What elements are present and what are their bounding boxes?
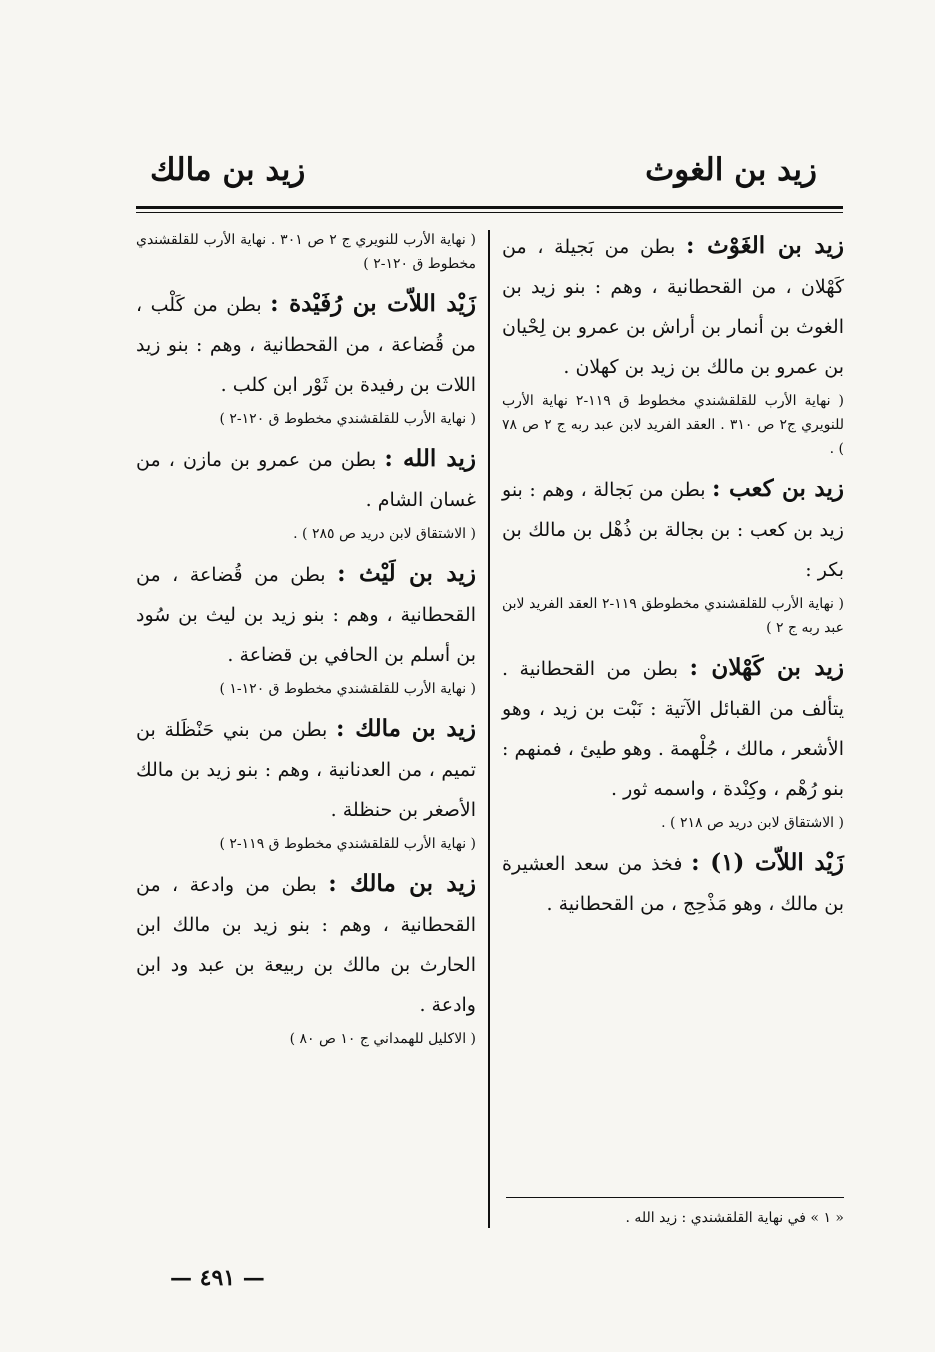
entry-heading: زيد بن مالك :: [336, 715, 476, 742]
entry-reference: ( نهاية الأرب للقلقشندي مخطوطق ١١٩-٢ العقد الفريد لابن عبد ربه ج ٢ ): [502, 596, 845, 636]
entry-heading: زيد بن مالك :: [328, 870, 476, 897]
header-rule-thin: [136, 212, 843, 213]
entry-text: بطن من بَجيلة ، من كَهْلان ، من القحطانية ، وهم : بنو زيد بن الغوث بن أنمار بن أراش بن عمرو بن لِحْيان بن عمرو بن مالك بن زيد بن كهلان .: [502, 236, 844, 378]
entry-heading: زَيْد اللاّت بن رُفَيْدة :: [270, 290, 476, 317]
entry-text: بطن من عمرو بن مازن ، من غسان الشام .: [136, 449, 476, 511]
entry: [136, 284, 476, 431]
entry-text: بطن من وادعة ، من القحطانية ، وهم : بنو زيد بن مالك ابن الحارث بن مالك بن ربيعة بن عبد ود ابن وادعة .: [136, 874, 476, 1016]
footnote: « ١ » في نهاية القلقشندي : زيد الله .: [625, 1210, 844, 1226]
entry: [136, 439, 476, 546]
entry-heading: زيد الله :: [384, 445, 476, 472]
entry-reference: ( نهاية الأرب للقلقشندي مخطوط ق ١١٩-٢ نهاية الأرب للنويري ج٢ ص ٣١٠ . العقد الفريد لابن عبد ربه ج ٢ ص ٧٨ ) .: [502, 393, 845, 457]
entry: [502, 469, 844, 640]
entry-text: بطن من بَجالة ، وهم : بنو زيد بن كعب : بن بجالة بن ذُهْل بن مالك بن بكر :: [502, 479, 844, 581]
entry: [502, 226, 844, 461]
entry-reference: ( الاشتقاق لابن دريد ص ٢٨٥ ) .: [293, 526, 476, 542]
entry-text: بطن من القحطانية . يتألف من القبائل الآتية : نَبْت بن زيد ، وهو الأشعر ، مالك ، جُلْهمة . وهو طيئ ، فمنهم : بنو رُهْم ، وكِنْدة ، واسمه ثور .: [502, 658, 844, 800]
entry: [136, 554, 476, 701]
header-left-title: زيد بن مالك: [150, 152, 306, 188]
entry-text: فخذ من سعد العشيرة بن مالك ، وهو مَذْحِج ، من القحطانية .: [502, 853, 844, 915]
entry: [136, 864, 476, 1051]
header-right-title: زيد بن الغوث: [645, 152, 817, 188]
entry-reference: ( الاشتقاق لابن دريد ص ٢١٨ ) .: [661, 815, 844, 831]
column-divider: [488, 230, 490, 1228]
entry-reference: ( نهاية الأرب للنويري ج ٢ ص ٣٠١ . نهاية الأرب للقلقشندي مخطوط ق ١٢٠-٢ ): [136, 232, 476, 272]
entry: [136, 709, 476, 856]
entry-heading: زيد بن كَهْلان :: [689, 654, 844, 681]
entry-reference: ( نهاية الأرب للقلقشندي مخطوط ق ١١٩-٢ ): [219, 836, 476, 852]
page-number: — ٤٩١ —: [170, 1265, 265, 1291]
entry: [502, 648, 844, 835]
entry-text: بطن من كَلْب ، من قُضاعة ، من القحطانية ، وهم : بنو زيد اللات بن رفيدة بن ثَوْر ابن كلب .: [136, 294, 476, 396]
entry-heading: زيد بن لَيْث :: [337, 560, 476, 587]
right-column: [502, 226, 844, 930]
entry-heading: زيد بن الغَوْث :: [686, 232, 844, 259]
entry-reference: ( نهاية الأرب للقلقشندي مخطوط ق ١٢٠-١ ): [219, 681, 476, 697]
entry-reference: ( نهاية الأرب للقلقشندي مخطوط ق ١٢٠-٢ ): [219, 411, 476, 427]
entry-heading: زَيْد اللاّت (١) :: [691, 849, 844, 876]
entry: [502, 843, 844, 924]
footnote-rule: [506, 1197, 844, 1198]
entry-text: بطن من قُضاعة ، من القحطانية ، وهم : بنو زيد بن ليث بن سُود بن أسلم بن الحافي بن قضاعة .: [136, 564, 476, 666]
entry-reference: ( الاكليل للهمداني ج ١٠ ص ٨٠ ): [289, 1031, 476, 1047]
entry-heading: زيد بن كعب :: [711, 475, 844, 502]
entry-text: بطن من بني حَنْظَلة بن تميم ، من العدنانية ، وهم : بنو زيد بن مالك الأصغر بن حنظلة .: [136, 719, 476, 821]
header-rule-thick: [136, 206, 843, 209]
left-column: [136, 226, 476, 1059]
